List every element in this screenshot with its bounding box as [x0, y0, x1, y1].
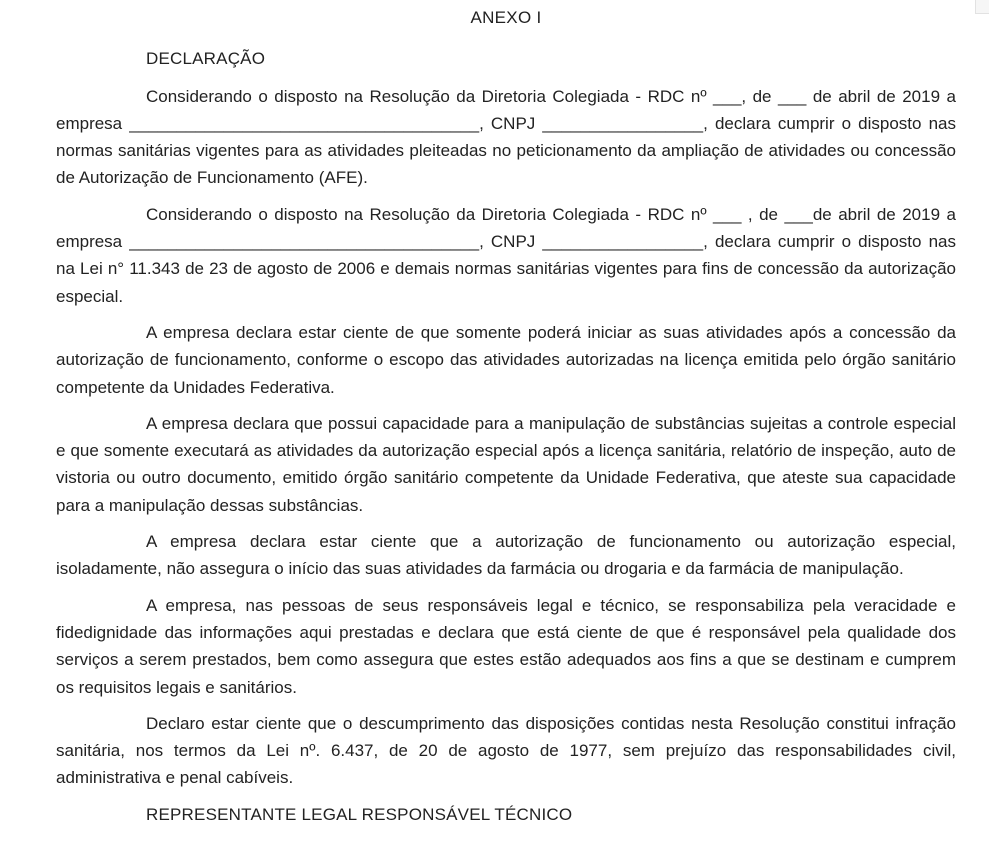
paragraph-infraction: Declaro estar ciente que o descumprimento das disposições contidas nesta Resolução constitui infração sanitária, nos termos da Lei nº. 6.437, de 20 de agosto de 1977, sem prejuízo das responsabilidades civil, administrativa e penal cabíveis. [56, 713, 956, 788]
signatures-heading: REPRESENTANTE LEGAL RESPONSÁVEL TÉCNICO [146, 804, 573, 824]
declaration-heading: DECLARAÇÃO [146, 49, 266, 69]
paragraph-responsibility: A empresa, nas pessoas de seus responsáveis legal e técnico, se responsabiliza pela veracidade e fidedignidade das informações aqui prestadas e declara que está ciente de que é responsável pela qualidade dos serviços a serem prestados, bem como assegura que estes estão adequados aos fins a que se destinam e cumprem os requisitos legais e sanitários. [56, 595, 956, 697]
paragraph-rdc-afe: Considerando o disposto na Resolução da Diretoria Colegiada - RDC nº ___, de ___ de abril de 2019 a empresa _____________________________________, CNPJ _________________, declara cumprir o disposto nas normas sanitárias vigentes para as atividades pleiteadas no peticionamento da ampliação de atividades ou concessão de Autorização de Funcionamento (AFE). [56, 86, 956, 188]
scrollbar-corner[interactable] [975, 0, 989, 14]
paragraph-start-activities: A empresa declara estar ciente de que somente poderá iniciar as suas atividades após a concessão da autorização de funcionamento, conforme o escopo das atividades autorizadas na licença emitida pelo órgão sanitário competente da Unidades Federativa. [56, 322, 956, 397]
annex-title: ANEXO I [470, 8, 542, 27]
document-body [56, 4, 956, 828]
paragraph-capacity: A empresa declara que possui capacidade para a manipulação de substâncias sujeitas a controle especial e que somente executará as atividades da autorização especial após a licença sanitária, relatório de inspeção, auto de vistoria ou outro documento, emitido órgão sanitário competente da Unidade Federativa, que ateste sua capacidade para a manipulação dessas substâncias. [56, 413, 956, 515]
paragraph-rdc-special: Considerando o disposto na Resolução da Diretoria Colegiada - RDC nº ___ , de ___de abril de 2019 a empresa _____________________________________, CNPJ _________________, declara cumprir o disposto nas na Lei n° 11.343 de 23 de agosto de 2006 e demais normas sanitárias vigentes para fins de concessão da autorização especial. [56, 204, 956, 306]
paragraph-authorization-alone: A empresa declara estar ciente que a autorização de funcionamento ou autorização especial, isoladamente, não assegura o início das suas atividades da farmácia ou drogaria e da farmácia de manipulação. [56, 532, 956, 579]
